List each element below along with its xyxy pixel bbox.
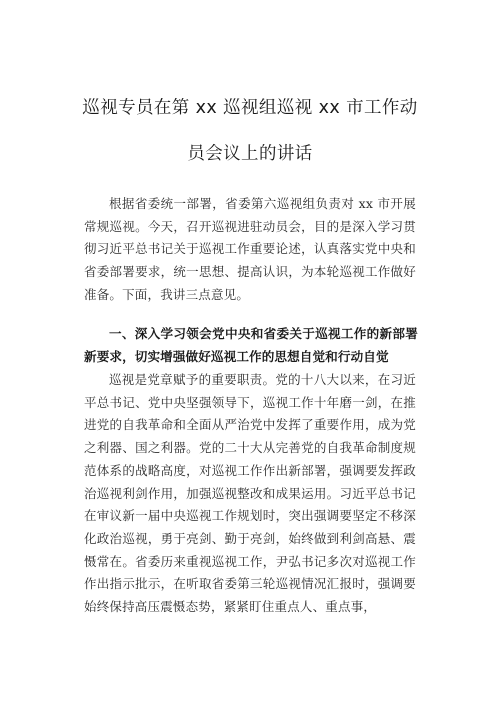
paragraph-intro: 根据省委统一部署，省委第六巡视组负责对 xx 市开展常规巡视。今天，召开巡视进驻动员会，目的是深入学习贯彻习近平总书记关于巡视工作重要论述，认真落实党中央和省委部署要求，统一思想、提高认识，为本轮巡视工作做好准备。下面，我讲三点意见。: [84, 196, 416, 302]
document-title-line-2: 员会议上的讲话: [187, 144, 313, 164]
document-title-line-1: 巡视专员在第 xx 巡视组巡视 xx 市工作动: [82, 98, 418, 118]
section-heading-1: 一、深入学习领会党中央和省委关于巡视工作的新部署新要求，切实增强做好巡视工作的思想自觉和行动自觉: [84, 326, 418, 364]
paragraph-section-1: 巡视是党章赋予的重要职责。党的十八大以来，在习近平总书记、党中央坚强领导下，巡视工作十年磨一剑，在推进党的自我革命和全面从严治党中发挥了重要作用，成为党之利器、国之利器。党的二十大从完善党的自我革命制度规范体系的战略高度，对巡视工作作出新部署，强调要发挥政治巡视利剑作用，加强巡视整改和成果运用。习近平总书记在审议新一届中央巡视工作规划时，突出强调要坚定不移深化政治巡视，勇于亮剑、勤于亮剑，始终做到利剑高悬、震慑常在。省委历来重视巡视工作，尹弘书记多次对巡视工作作出指示批示，在听取省委第三轮巡视情况汇报时，强调要始终保持高压震慑态势，紧紧盯住重点人、重点事，: [84, 372, 416, 615]
